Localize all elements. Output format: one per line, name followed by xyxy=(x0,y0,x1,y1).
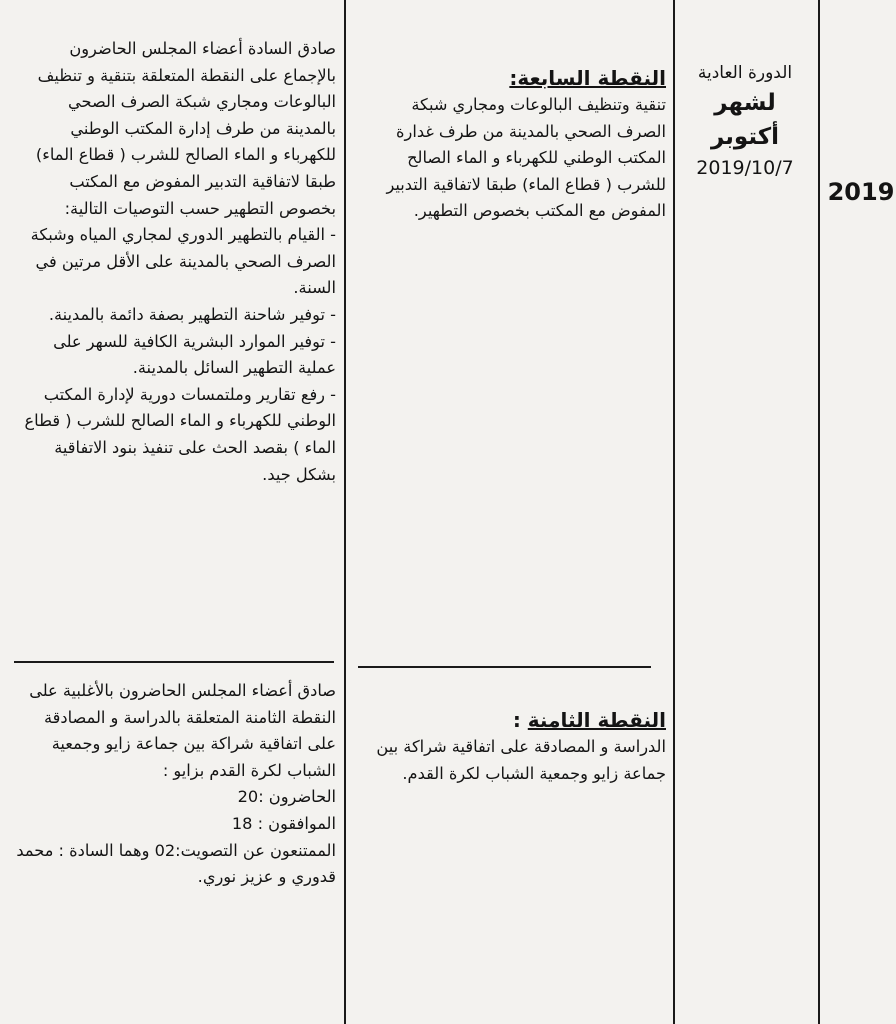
session-date: 2019/10/7 xyxy=(696,157,794,179)
separator-points xyxy=(358,666,651,668)
vote-approve: الموافقون : 18 xyxy=(231,813,336,833)
point8-agenda xyxy=(358,706,666,787)
column-border-right xyxy=(818,0,820,1024)
point7-text: تنقية وتنظيف البالوعات ومجاري شبكة الصرف الصحي بالمدينة من طرف غدارة المكتب الوطني للكهرباء و الماء الصالح للشرب ( قطاع الماء) طبقا لاتفاقية التدبير المفوض مع المكتب بخصوص التطهير. xyxy=(386,95,666,221)
point8-heading-line xyxy=(358,706,666,734)
recommendation-item: - توفير شاحنة التطهير بصفة دائمة بالمدينة. xyxy=(48,304,336,324)
point8-text: الدراسة و المصادقة على اتفاقية شراكة بين جماعة زايو وجمعية الشباب لكرة القدم. xyxy=(376,737,666,783)
recommendation-item: - رفع تقارير وملتمسات دورية لإدارة المكتب الوطني للكهرباء و الماء الصالح للشرب ( قطاع الماء ) بقصد الحث على تنفيذ بنود الاتفاقية بشكل جيد. xyxy=(24,384,336,484)
separator-decision xyxy=(14,661,334,663)
point8-decision-text: صادق أعضاء المجلس الحاضرون بالأغلبية على النقطة الثامنة المتعلقة بالدراسة و المصادقة على اتفاقية شراكة بين جماعة زايو وجمعية الشباب لكرة القدم بزايو : xyxy=(29,681,336,780)
column-border-middle xyxy=(673,0,675,1024)
point7-agenda xyxy=(358,64,666,225)
point8-heading: النقطة الثامنة xyxy=(527,708,666,732)
year-cell: 2019 xyxy=(827,178,895,206)
recommendation-item: - القيام بالتطهير الدوري لمجاري المياه وشبكة الصرف الصحي بالمدينة على الأقل مرتين في السنة. xyxy=(30,225,336,298)
point7-heading: النقطة السابعة: xyxy=(509,66,666,90)
vote-present: الحاضرون :20 xyxy=(237,787,336,807)
point7-decision-intro: صادق السادة أعضاء المجلس الحاضرون بالإجماع على النقطة المتعلقة بتنقية و تنظيف البالوعات ومجاري شبكة الصرف الصحي بالمدينة من طرف إدارة المكتب الوطني للكهرباء و الماء الصالح للشرب ( قطاع الماء) طبقا لاتفاقية التدبير المفوض مع المكتب بخصوص التطهير حسب التوصيات التالية: xyxy=(35,39,336,218)
session-type: الدورة العادية xyxy=(697,63,793,83)
point8-heading-colon: : xyxy=(512,708,521,732)
point7-decision xyxy=(16,36,336,488)
vote-abstain: الممتنعون عن التصويت:02 وهما السادة : محمد قدوري و عزيز نوري. xyxy=(16,840,336,887)
point8-decision xyxy=(16,678,336,891)
session-cell xyxy=(678,60,812,182)
session-month: لشهر أكتوبر xyxy=(710,90,779,150)
recommendation-item: - توفير الموارد البشرية الكافية للسهر على عملية التطهير السائل بالمدينة. xyxy=(53,331,336,378)
column-border-left xyxy=(344,0,346,1024)
